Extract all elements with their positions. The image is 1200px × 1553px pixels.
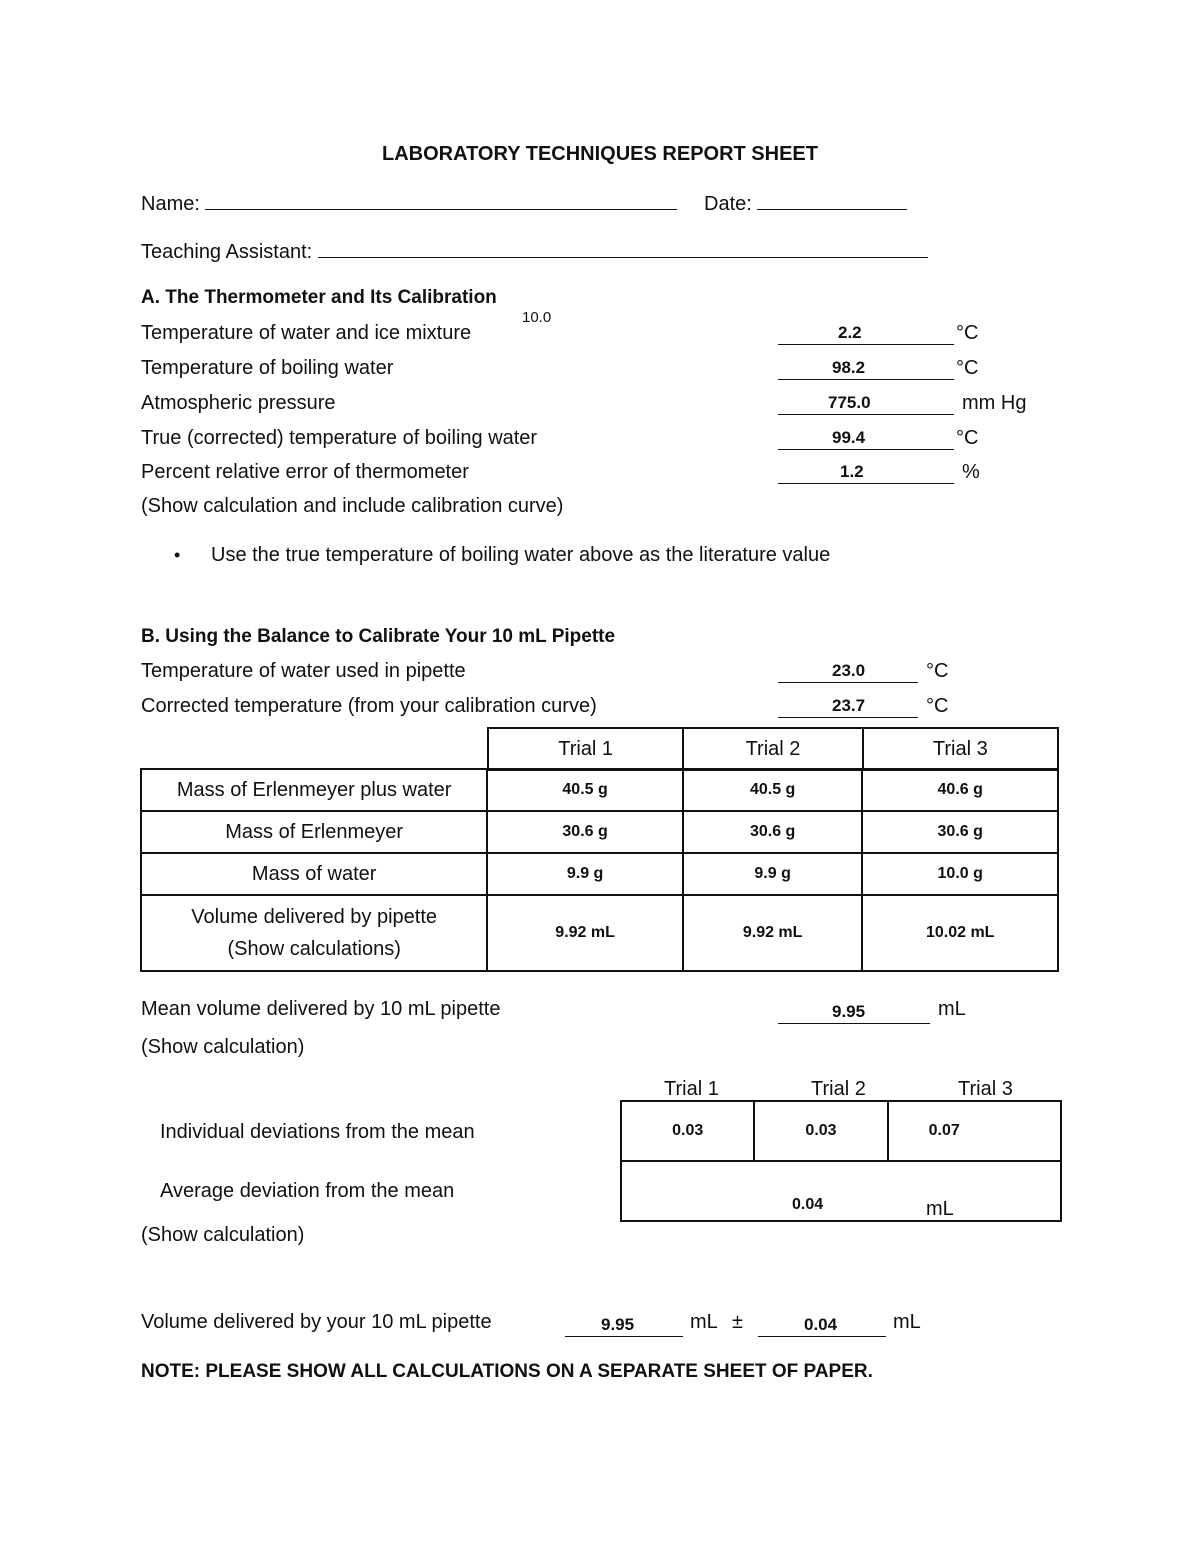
row-label: Temperature of water used in pipette — [141, 660, 466, 682]
trial-header: Trial 2 — [811, 1078, 866, 1100]
handwritten-annotation: 10.0 — [522, 309, 552, 326]
average-deviation-cell[interactable] — [621, 1161, 1061, 1221]
table-row — [141, 769, 1058, 811]
ta-blank[interactable] — [318, 239, 928, 258]
trial-header: Trial 3 — [863, 728, 1058, 770]
answer-value: 9.95 — [601, 1315, 635, 1334]
unit-label: °C — [926, 695, 949, 717]
trial-header: Trial 1 — [664, 1078, 719, 1100]
row-label: Percent relative error of thermometer — [141, 461, 469, 483]
name-field[interactable] — [141, 191, 677, 216]
answer-blank[interactable] — [778, 322, 954, 345]
section-a-heading: A. The Thermometer and Its Calibration — [141, 287, 497, 308]
answer-value: 23.7 — [832, 696, 866, 715]
row-header: Mass of Erlenmeyer plus water — [141, 769, 487, 811]
section-a-note: (Show calculation and include calibration curve) — [141, 495, 564, 517]
individual-deviation-label: Individual deviations from the mean — [160, 1121, 475, 1143]
table-cell[interactable]: 40.5 g — [683, 769, 863, 811]
trial-header: Trial 1 — [488, 728, 683, 770]
table-cell[interactable]: 0.03 — [754, 1101, 887, 1161]
row-label: Corrected temperature (from your calibration curve) — [141, 695, 597, 717]
plus-minus: ± — [732, 1311, 743, 1333]
unit-label: °C — [956, 357, 979, 379]
answer-value: 98.2 — [832, 358, 866, 377]
answer-value: 2.2 — [838, 323, 862, 342]
bullet-item — [174, 544, 180, 567]
answer-blank[interactable] — [778, 357, 954, 380]
table-cell[interactable]: 40.5 g — [487, 769, 683, 811]
table-cell[interactable]: 40.6 g — [862, 769, 1058, 811]
table-cell[interactable]: 0.07 — [888, 1101, 1061, 1161]
mass-table — [140, 768, 1059, 972]
answer-blank[interactable] — [565, 1314, 683, 1337]
answer-value: 0.04 — [804, 1315, 838, 1334]
unit-label: mL — [690, 1311, 718, 1333]
name-blank[interactable] — [205, 191, 677, 210]
final-label: Volume delivered by your 10 mL pipette — [141, 1311, 492, 1333]
row-header-line: (Show calculations) — [227, 938, 401, 960]
unit-label: mL — [893, 1311, 921, 1333]
answer-blank[interactable] — [778, 427, 954, 450]
unit-label: °C — [956, 322, 979, 344]
table-cell[interactable]: 30.6 g — [487, 811, 683, 853]
table-row — [141, 895, 1058, 971]
average-deviation-unit: mL — [926, 1198, 954, 1220]
row-header: Mass of Erlenmeyer — [141, 811, 487, 853]
row-header-line: Volume delivered by pipette — [191, 906, 438, 928]
unit-label: mm Hg — [962, 392, 1027, 414]
table-row — [621, 1161, 1061, 1221]
answer-value: 1.2 — [840, 462, 864, 481]
table-cell[interactable]: 9.92 mL — [487, 895, 683, 971]
table-cell[interactable]: 9.92 mL — [683, 895, 863, 971]
date-label: Date: — [704, 193, 752, 215]
deviation-table — [620, 1100, 1062, 1222]
unit-label: % — [962, 461, 980, 483]
answer-value: 99.4 — [832, 428, 866, 447]
unit-label: °C — [956, 427, 979, 449]
table-row — [141, 853, 1058, 895]
answer-value: 775.0 — [828, 393, 871, 412]
answer-blank[interactable] — [778, 461, 954, 484]
unit-label: °C — [926, 660, 949, 682]
average-deviation-value: 0.04 — [792, 1196, 824, 1213]
table-cell[interactable]: 9.9 g — [487, 853, 683, 895]
row-label: Temperature of water and ice mixture — [141, 322, 472, 344]
row-label: Atmospheric pressure — [141, 392, 336, 414]
ta-field[interactable] — [141, 239, 928, 264]
table-cell[interactable]: 0.03 — [621, 1101, 754, 1161]
date-blank[interactable] — [757, 191, 907, 210]
table-cell[interactable]: 9.9 g — [683, 853, 863, 895]
row-label: Temperature of boiling water — [141, 357, 394, 379]
table-row — [141, 811, 1058, 853]
footer-note: NOTE: PLEASE SHOW ALL CALCULATIONS ON A SEPARATE SHEET OF PAPER. — [141, 1361, 873, 1382]
mean-label: Mean volume delivered by 10 mL pipette — [141, 998, 501, 1020]
answer-value: 9.95 — [832, 1002, 866, 1021]
bullet-text: Use the true temperature of boiling water above as the literature value — [211, 544, 831, 566]
page-title: LABORATORY TECHNIQUES REPORT SHEET — [382, 143, 818, 165]
table-cell[interactable]: 30.6 g — [683, 811, 863, 853]
answer-blank[interactable] — [778, 392, 954, 415]
unit-label: mL — [938, 998, 966, 1020]
answer-blank[interactable] — [758, 1314, 886, 1337]
date-field[interactable] — [704, 191, 907, 216]
table-row — [621, 1101, 1061, 1161]
mean-note: (Show calculation) — [141, 1036, 305, 1058]
answer-blank[interactable] — [778, 695, 918, 718]
answer-value: 23.0 — [832, 661, 866, 680]
table-cell[interactable]: 10.0 g — [862, 853, 1058, 895]
ta-label: Teaching Assistant: — [141, 241, 313, 263]
answer-blank[interactable] — [778, 660, 918, 683]
trial-header-table — [487, 727, 1059, 771]
average-deviation-label: Average deviation from the mean — [160, 1180, 455, 1202]
row-header: Mass of water — [141, 853, 487, 895]
name-label: Name: — [141, 193, 200, 215]
row-header — [141, 895, 487, 971]
row-label: True (corrected) temperature of boiling water — [141, 427, 538, 449]
table-cell[interactable]: 30.6 g — [862, 811, 1058, 853]
table-cell[interactable]: 10.02 mL — [862, 895, 1058, 971]
deviation-note: (Show calculation) — [141, 1224, 305, 1246]
trial-header: Trial 3 — [958, 1078, 1013, 1100]
answer-blank[interactable] — [778, 1001, 930, 1024]
bullet-icon: • — [174, 545, 181, 565]
trial-header: Trial 2 — [683, 728, 862, 770]
section-b-heading: B. Using the Balance to Calibrate Your 10 mL Pipette — [141, 626, 616, 647]
